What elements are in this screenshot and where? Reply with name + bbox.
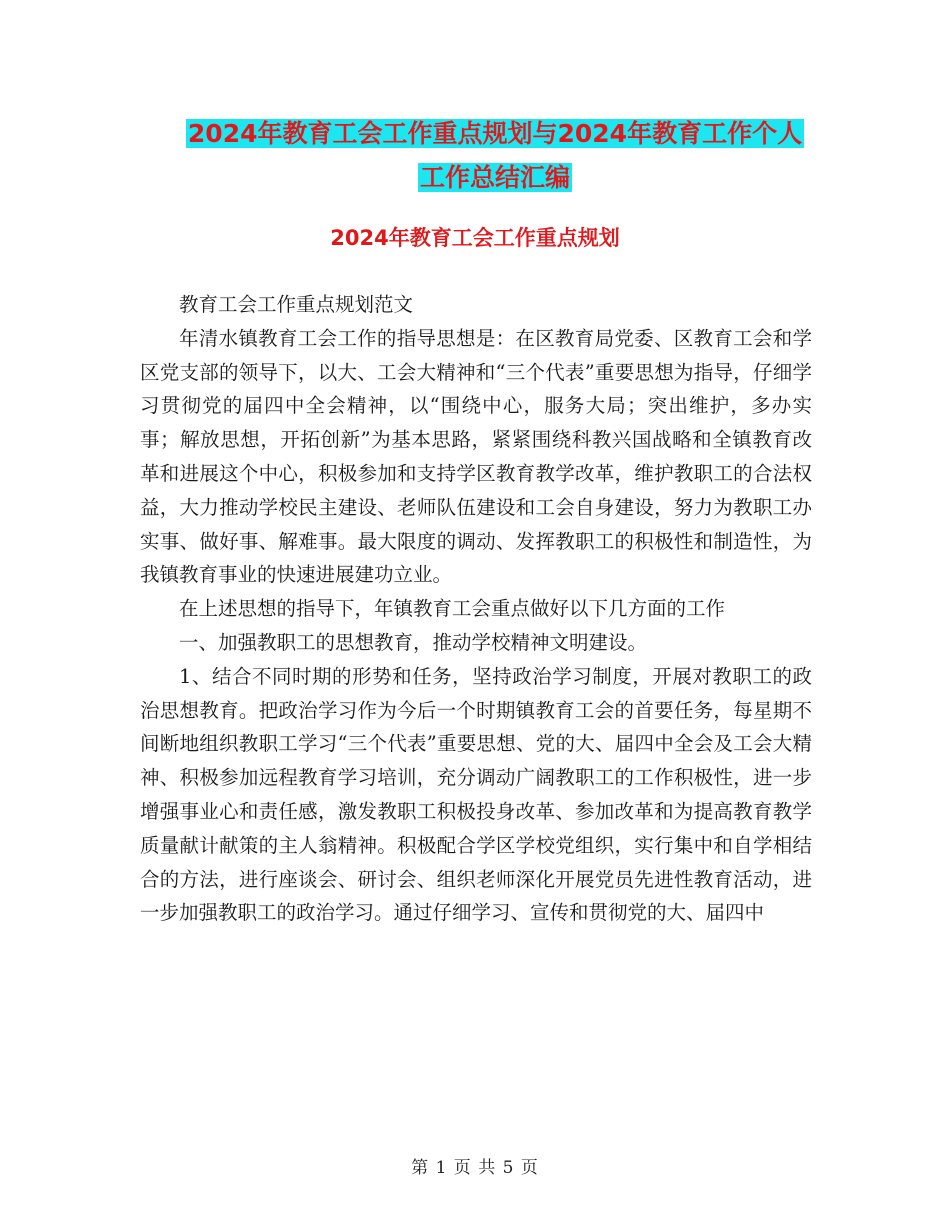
- paragraph: 1、结合不同时期的形势和任务，坚持政治学习制度，开展对教职工的政治思想教育。把政治学习作为今后一个时期镇教育工会的首要任务，每星期不间断地组织教职工学习“三个代表”重要思想、党的大、届四中全会及工会大精神、积极参加远程教育学习培训，充分调动广阔教职工的工作积极性，进一步增强事业心和责任感，激发教职工积极投身改革、参加改革和为提高教育教学质量献计献策的主人翁精神。积极配合学区学校党组织，实行集中和自学相结合的方法，进行座谈会、研讨会、组织老师深化开展党员先进性教育活动，进一步加强教职工的政治学习。通过仔细学习、宣传和贯彻党的大、届四中: [140, 664, 812, 925]
- section-title: 2024年教育工会工作重点规划: [330, 226, 620, 250]
- paragraph: 一、加强教职工的思想教育，推动学校精神文明建设。: [179, 630, 648, 654]
- paragraph: 在上述思想的指导下，年镇教育工会重点做好以下几方面的工作: [179, 597, 726, 621]
- title-line-2: 工作总结汇编: [419, 163, 570, 192]
- document-body: [140, 288, 812, 930]
- page-number-footer: 第 1 页 共 5 页: [411, 1158, 539, 1178]
- paragraph: 教育工会工作重点规划范文: [179, 293, 414, 316]
- paragraph: 年清水镇教育工会工作的指导思想是：在区教育局党委、区教育工会和学区党支部的领导下，以大、工会大精神和“三个代表”重要思想为指导，仔细学习贯彻党的届四中全会精神，以“围绕中心，服务大局；突出维护，多办实事；解放思想，开拓创新”为基本思路，紧紧围绕科教兴国战略和全镇教育改革和进展这个中心，积极参加和支持学区教育教学改革，维护教职工的合法权益，大力推动学校民主建设、老师队伍建设和工会自身建设，努力为教职工办实事、做好事、解难事。最大限度的调动、发挥教职工的积极性和制造性，为我镇教育事业的快速进展建功立业。: [140, 326, 812, 587]
- document-title: [140, 112, 850, 200]
- title-line-1: 2024年教育工会工作重点规划与2024年教育工作个人: [187, 119, 803, 148]
